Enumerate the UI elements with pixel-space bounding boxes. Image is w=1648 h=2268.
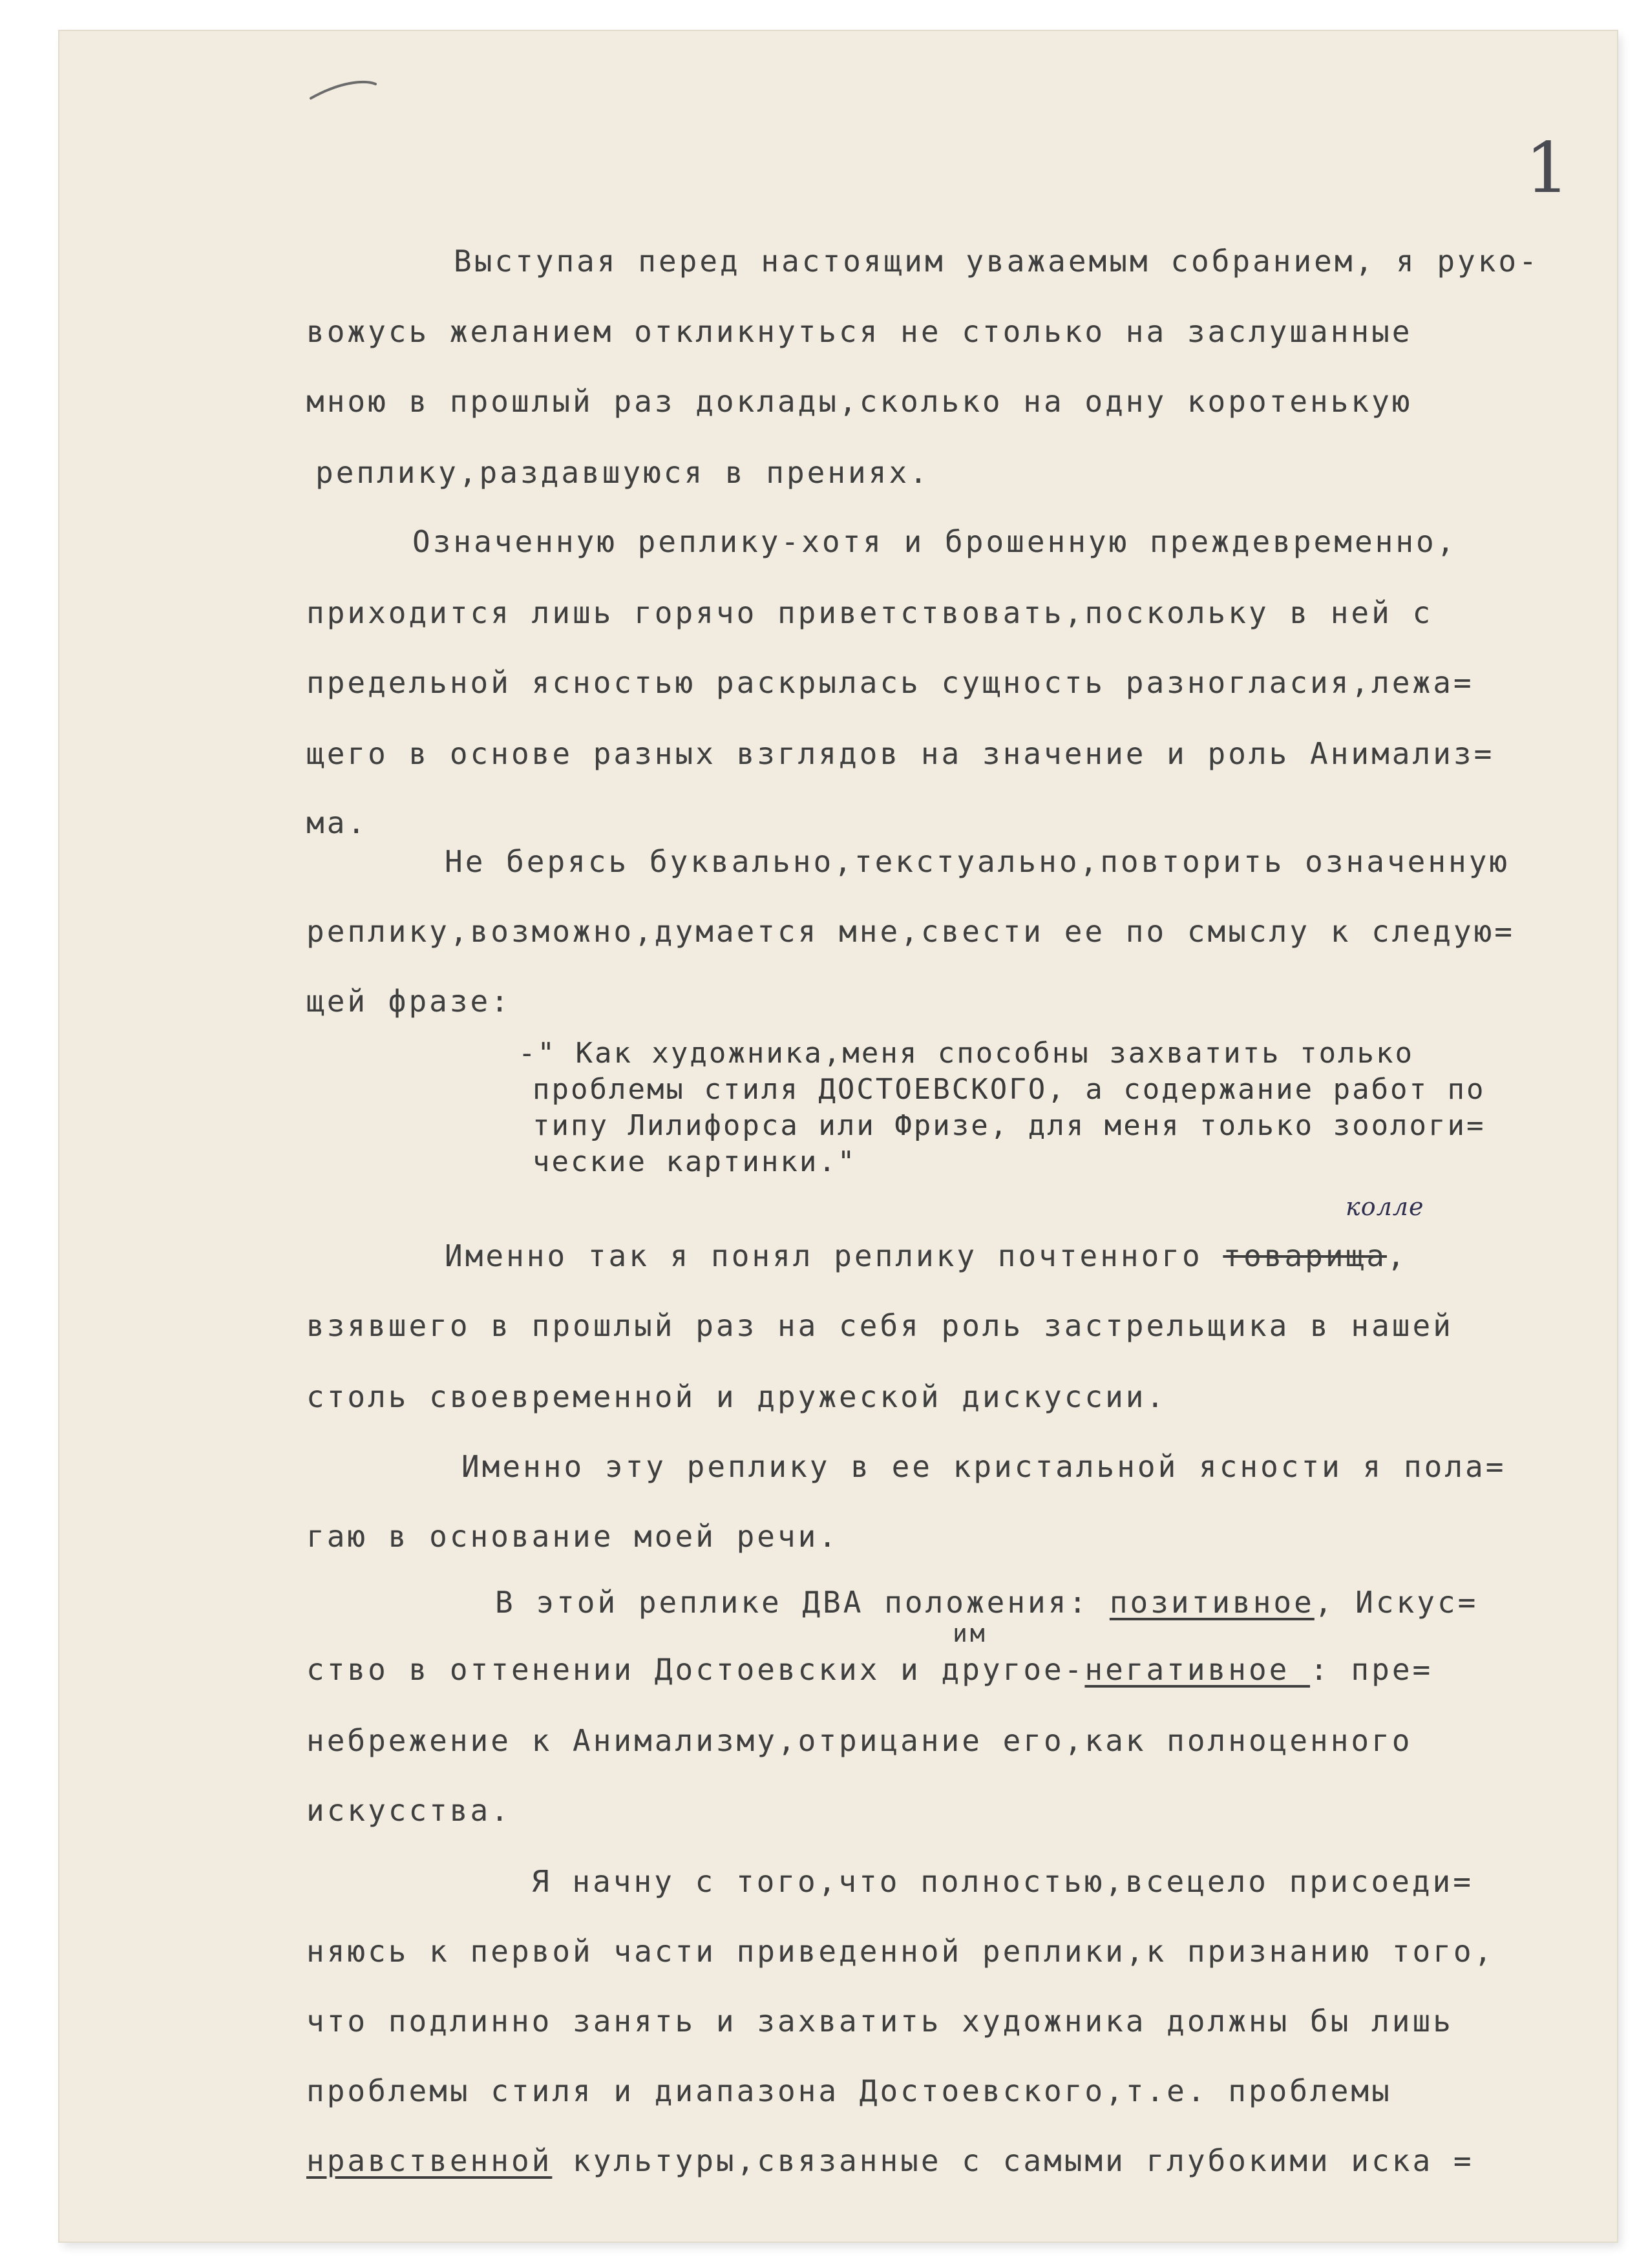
- paragraph-5-line-2: гаю в основание моей речи.: [306, 1519, 840, 1554]
- paragraph-5-line-1: Именно эту реплику в ее кристальной ясности я пола=: [461, 1449, 1506, 1484]
- pencil-mark: [308, 79, 379, 101]
- document-page: [59, 31, 1617, 2242]
- paragraph-4-line-2: взявшего в прошлый раз на себя роль застрельщика в нашей: [306, 1308, 1453, 1343]
- paragraph-1-line-4: реплику,раздавшуюся в прениях.: [315, 455, 930, 490]
- paragraph-7-line-5: нравственной культуры,связанные с самыми глубокими иска =: [306, 2143, 1474, 2178]
- struck-word: товарища: [1223, 1238, 1387, 1273]
- paragraph-6-line-3: небрежение к Анимализму,отрицание его,как полноценного: [306, 1723, 1413, 1758]
- paragraph-7-line-2: няюсь к первой части приведенной реплики,к признанию того,: [306, 1934, 1495, 1969]
- paragraph-7-line-1: Я начну с того,что полностью,всецело присоеди=: [531, 1864, 1474, 1899]
- quote-line-1: -" Как художника,меня способны захватить только: [518, 1037, 1415, 1070]
- paragraph-3-line-1: Не берясь буквально,текстуально,повторить означенную: [445, 844, 1510, 879]
- paragraph-2-line-2: приходится лишь горячо приветствовать,поскольку в ней с: [306, 595, 1433, 630]
- page-number: 1: [1525, 128, 1570, 209]
- paragraph-2-line-1: Означенную реплику-хотя и брошенную преждевременно,: [412, 524, 1457, 559]
- paragraph-4-line-1: Именно так я понял реплику почтенного товарища,: [445, 1238, 1408, 1273]
- paragraph-1-line-2: вожусь желанием откликнуться не столько на заслушанные: [306, 314, 1413, 349]
- paragraph-7-line-4: проблемы стиля и диапазона Достоевского,т.е. проблемы: [306, 2073, 1392, 2108]
- paragraph-2-line-4: щего в основе разных взглядов на значение и роль Анимализ=: [306, 736, 1495, 771]
- paragraph-2-line-5: ма.: [306, 805, 368, 840]
- paragraph-6-line-1: В этой реплике ДВА положения: позитивное, Искус=: [495, 1585, 1479, 1620]
- quote-line-4: ческие картинки.": [533, 1145, 857, 1178]
- paragraph-3-line-3: щей фразе:: [306, 984, 511, 1019]
- paragraph-1-line-1: Выступая перед настоящим уважаемым собранием, я руко-: [454, 244, 1539, 279]
- paragraph-4-line-3: столь своевременной и дружеской дискуссии.: [306, 1379, 1167, 1414]
- paragraph-6-line-2: ство в оттенении Достоевских и другое-негативное : пре=: [306, 1652, 1433, 1687]
- quote-line-2: проблемы стиля ДОСТОЕВСКОГО, а содержание работ по: [533, 1073, 1486, 1106]
- paragraph-7-line-3: что подлинно занять и захватить художника должны бы лишь: [306, 2004, 1453, 2039]
- paragraph-1-line-3: мною в прошлый раз доклады,сколько на одну коротенькую: [306, 384, 1413, 419]
- paragraph-3-line-2: реплику,возможно,думается мне,свести ее по смыслу к следую=: [306, 914, 1515, 949]
- paragraph-6-line-4: искусства.: [306, 1793, 511, 1828]
- paragraph-2-line-3: предельной ясностью раскрылась сущность разногласия,лежа=: [306, 665, 1474, 700]
- inserted-ending: им: [953, 1619, 988, 1648]
- quote-line-3: типу Лилифорса или Фризе, для меня только зоологи=: [533, 1109, 1486, 1142]
- handwritten-correction: колле: [1346, 1192, 1424, 1221]
